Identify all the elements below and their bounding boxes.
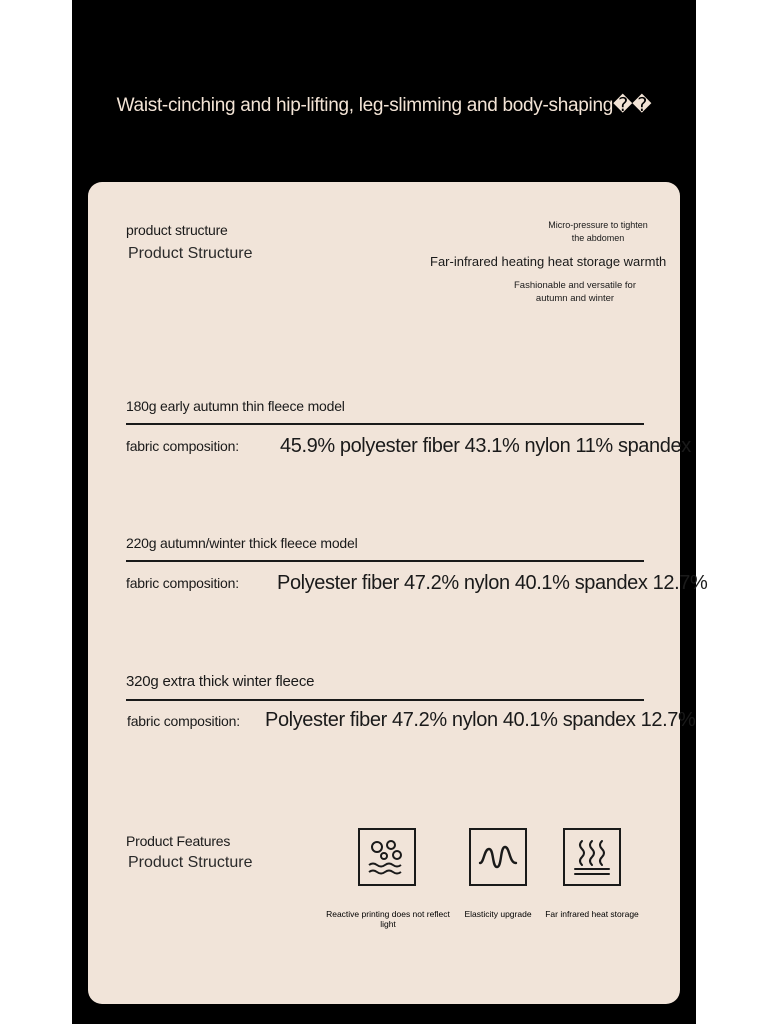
bullet-micro-pressure: Micro-pressure to tighten the abdomen: [548, 220, 648, 243]
model-title: 320g extra thick winter fleece: [126, 673, 315, 690]
icon-caption: Far infrared heat storage: [545, 909, 639, 919]
structure-title: Product Structure: [128, 245, 253, 262]
structure-label: product structure: [126, 222, 228, 238]
divider: [126, 423, 644, 425]
icon-caption: Elasticity upgrade: [464, 909, 532, 919]
headline: Waist-cinching and hip-lifting, leg-slimming and body-shaping��: [116, 95, 652, 116]
fabric-label: fabric composition:: [126, 575, 239, 591]
fabric-value: Polyester fiber 47.2% nylon 40.1% spandex 12.7%: [265, 709, 696, 731]
fabric-label: fabric composition:: [126, 438, 239, 454]
product-page: [72, 0, 708, 1024]
product-card: [88, 182, 708, 1004]
elastic-wave-icon: [469, 828, 527, 886]
features-label: Product Features: [126, 833, 231, 849]
features-title: Product Structure: [128, 854, 253, 871]
divider: [126, 560, 644, 562]
icon-caption: Reactive printing does not reflect light: [326, 909, 450, 929]
fabric-value: 45.9% polyester fiber 43.1% nylon 11% spandex: [280, 435, 691, 457]
bullet-far-infrared: Far-infrared heating heat storage warmth: [430, 254, 667, 269]
bubbles-waves-icon: [358, 828, 416, 886]
heat-waves-icon: [563, 828, 621, 886]
fabric-value: Polyester fiber 47.2% nylon 40.1% spandex 12.7%: [277, 572, 708, 594]
model-title: 220g autumn/winter thick fleece model: [126, 535, 358, 551]
model-title: 180g early autumn thin fleece model: [126, 398, 345, 414]
fabric-label: fabric composition:: [127, 713, 240, 729]
bullet-fashionable: Fashionable and versatile for autumn and winter: [514, 280, 636, 304]
divider: [126, 699, 644, 701]
